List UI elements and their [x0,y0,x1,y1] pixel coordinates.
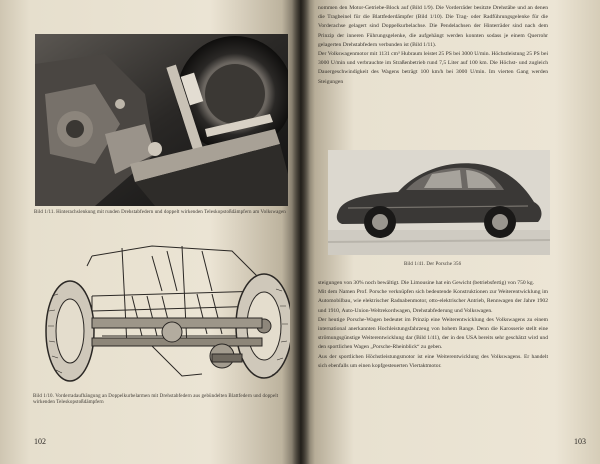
right-page-bottom-text [318,279,548,371]
page-number-right: 103 [574,437,586,446]
front-suspension-caption: Bild 1/10. Vorderradaufhängung an Doppelkurbelarmen mit Drehstabfedern aus gebündelten Blattfedern und doppelt wirkenden Teleskopstoßdämpfern [33,394,279,405]
paragraph: steigungen von 30% noch bewältigt. Die Limousine hat ein Gewicht (betriebsfertig) von 750 kg. [318,280,535,286]
paragraph: Mit dem Namen Prof. Porsche verknüpfen sich bedeutende Konstruktionen zur Weiterentwicklung im Automobilbau, wie elektrischer Radnabenmotor, otto-elektrischer Antrieb, Rennwagen der Jahre 1902 und 1910, Auto-Union-Weltrekordwagen, Drehstabfederung und Volkswagen. [318,289,548,314]
porsche-photo [328,150,550,255]
porsche-356-illustration [328,150,550,255]
right-page-top-text [318,4,548,87]
paragraph: Der heutige Porsche-Wagen bedeutet im Prinzip eine Weiterentwicklung des Volkswagens zu einem international anerkannten Hochleistungsfahrzeug von hohem Range. Denn die Karosserie stellt eine strömungsgünstige Weiterentwicklung dar (Bild 1/41), der in den USA bereits sehr geschätzt wird und den sportlichen Wagen „Porsche-Rheinblick“ zu geben. [318,316,548,351]
rear-axle-caption: Bild 1/11. Hinterachslenkung mit runden Drehstabfedern und doppelt wirkenden Teleskopstoßdämpfern am Volkswagen [34,210,286,215]
front-suspension-illustration [32,236,290,390]
front-suspension-drawing [32,236,290,390]
page-number-left: 102 [34,437,46,446]
porsche-caption: Bild 1/41. Der Porsche 356 [404,262,462,267]
rear-axle-photo [35,34,288,206]
rear-axle-illustration [35,34,288,206]
paragraph: nommen den Motor-Getriebe-Block auf (Bild 1/9). Die Vorderräder besitzte Drehstäbe und an denen die Tragbeinel für die Blattfederdämpfer (Bild 1/10). Die Trag- oder Radführungsgelenke für die Vorderachse gelagert sind Doppelkurbelachse. Die Pendelachsen der Hinterräder sind nach dem Prinzip der inneren Führungsgelenke, die aufgehängt werden konnten sodass je einem Querrohr gelagerten Drehstabfedern verbunden ist (Bild 1/11). [318,5,548,48]
paragraph: Der Volkswagenmotor mit 1131 cm³ Hubraum leistet 25 PS bei 3000 U/min. Höchstleistung 25 PS bei 3000 U/min und verbrauchte im Straßenbetrieb rund 7,5 Liter auf 100 km. Die Höchst- und zugleich Dauergeschwindigkeit des Wagens beträgt 100 km/h bei 3000 U/min. Im vierten Gang werden Steigungen [318,51,548,85]
paragraph: Aus der sportlichen Höchstleistungsmotor ist eine Weiterentwicklung des Volkswagens. Er handelt sich ebenfalls um einen kopfgesteuerten Viertaktmotor. [318,353,548,369]
book-gutter [292,0,310,464]
